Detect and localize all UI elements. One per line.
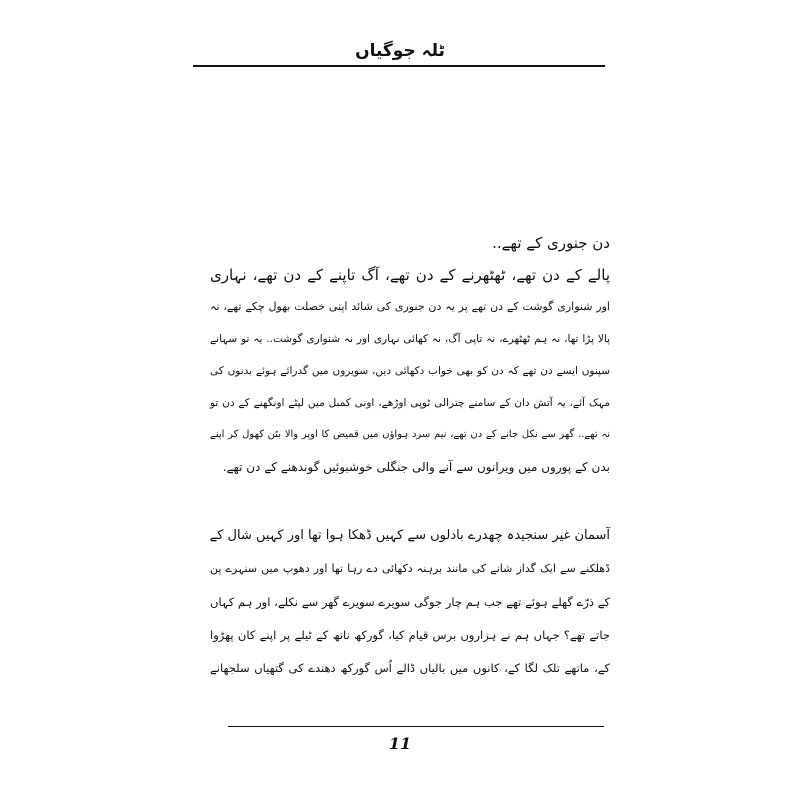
text-line: نہ تھے.. گھر سے نکل جانے کے دن تھے، نیم سرد ہواؤں میں قمیض کا اوپر والا بٹن کھول کر اپنے — [210, 429, 610, 440]
text-line: کے ذرّے گھلے ہوئے تھے جب ہم چار جوگی سویرے سویرے گھر سے نکلے، اور ہم کہاں — [210, 595, 610, 609]
text-line: سپنوں ایسے دن تھے کہ دن کو بھی خواب دکھائی دیں، سویروں میں گدرائے ہوئے بدنوں کی — [210, 365, 610, 377]
text-line: مہک آئے، یہ آتش دان کے سامنے چترالی ٹوپی اوڑھے، اونی کمبل میں لپٹے اونگھنے کے دن تو — [210, 397, 610, 409]
page-number: 11 — [388, 734, 412, 753]
running-head-title: ٹلہ جوگیاں — [355, 41, 445, 61]
text-line: اور شنواری گوشت کے دن تھے پر یہ دن جنوری کی شائد اپنی خصلت بھول چکے تھے، نہ — [210, 300, 610, 313]
footer-rule — [228, 726, 604, 727]
text-line: ڈھلکنے سے ایک گداز شانے کی مانند برہنہ دکھائی دے رہا تھا اور دھوپ میں سنہرے پن — [210, 562, 610, 575]
opening-line: دن جنوری کے تھے.. — [492, 234, 610, 252]
text-line: کے، ماتھے تلک لگا کے، کانوں میں بالیاں ڈالے اُس گورکھ دھندے کی گتھیاں سلجھانے — [210, 661, 610, 675]
text-line: آسمان غیر سنجیدہ چھدرے بادلوں سے کہیں ڈھکا ہوا تھا اور کہیں شال کے — [209, 528, 610, 543]
text-line-last: بدن کے پوروں میں ویرانوں سے آنے والی جنگلی خوشبوئیں گوندھنے کے دن تھے. — [222, 460, 610, 474]
header-rule — [193, 65, 605, 67]
text-line: پالے کے دن تھے، ٹھٹھرنے کے دن تھے، آگ تاپنے کے دن تھے، نہاری — [210, 266, 610, 284]
text-line: جاتے تھے؟ جہاں ہم نے ہزاروں برس قیام کیا، گورکھ ناتھ کے ٹیلے پر اپنے کان پھڑوا — [210, 628, 610, 642]
text-line: پالا پڑا تھا، نہ ہم ٹھٹھرے، نہ تاپی آگ، نہ کھائی نہاری اور نہ شنواری گوشت.. یہ تو سہانے — [210, 333, 610, 345]
